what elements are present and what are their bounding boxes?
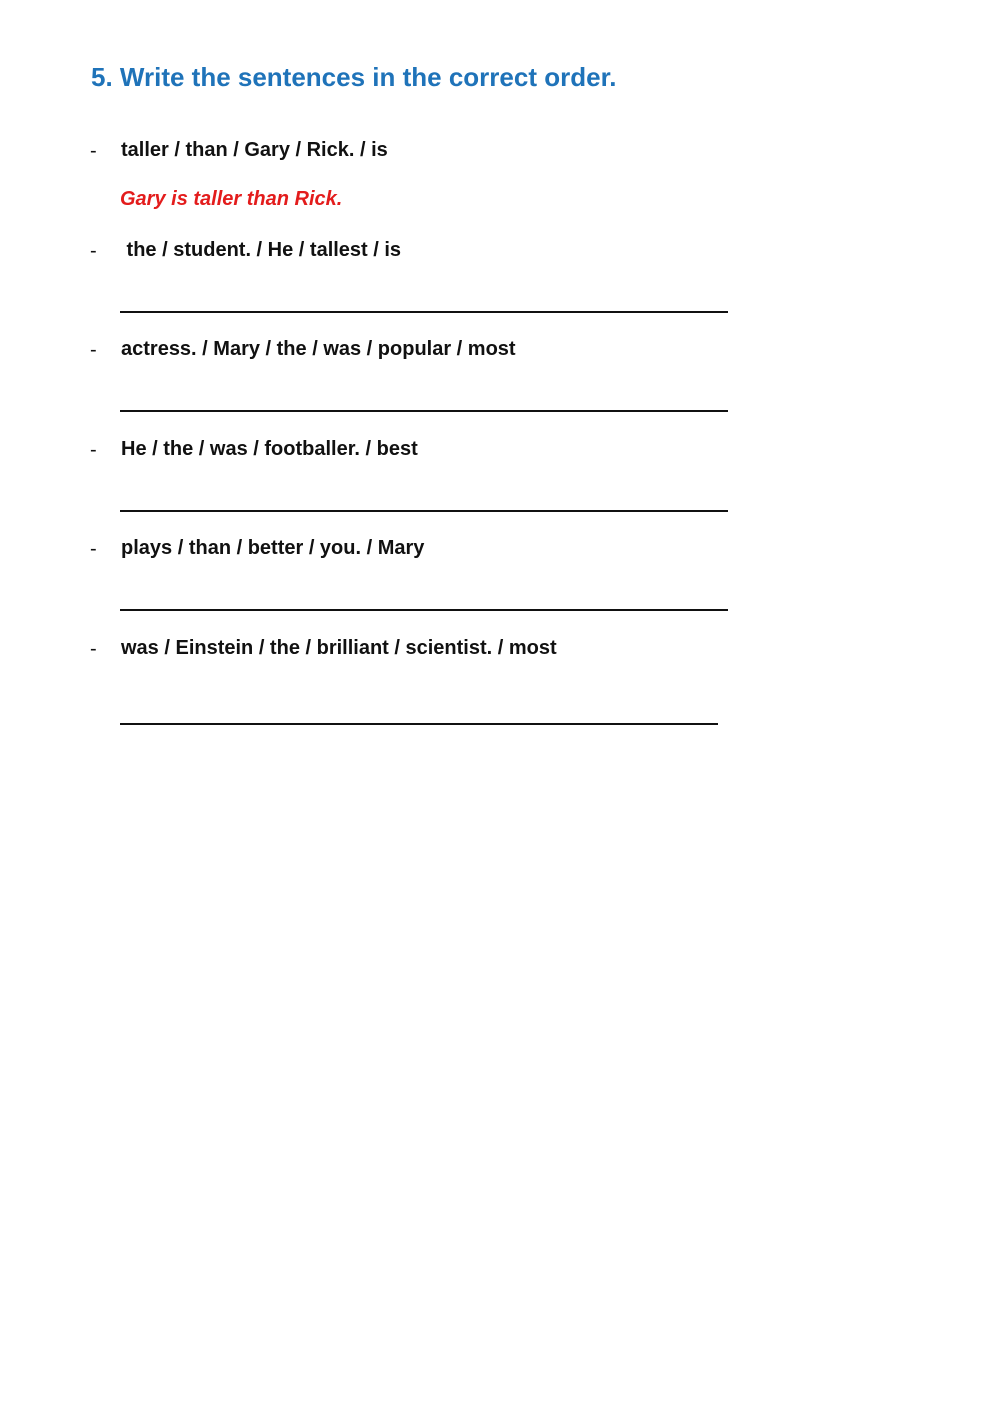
scrambled-sentence-2: the / student. / He / tallest / is — [121, 239, 402, 261]
answer-line-6[interactable] — [120, 723, 718, 725]
exercise-title: 5. Write the sentences in the correct order. — [91, 62, 617, 92]
scrambled-sentence-1: taller / than / Gary / Rick. / is — [121, 139, 388, 161]
scrambled-sentence-5: plays / than / better / you. / Mary — [121, 537, 425, 559]
answer-line-4[interactable] — [120, 510, 728, 512]
answer-line-5[interactable] — [120, 609, 728, 611]
bullet-dash: - — [90, 339, 97, 361]
bullet-dash: - — [90, 439, 97, 461]
scrambled-sentence-3: actress. / Mary / the / was / popular / most — [121, 338, 516, 360]
bullet-dash: - — [90, 240, 97, 262]
bullet-dash: - — [90, 538, 97, 560]
answer-line-2[interactable] — [120, 311, 728, 313]
scrambled-sentence-6: was / Einstein / the / brilliant / scientist. / most — [121, 637, 557, 659]
bullet-dash: - — [90, 638, 97, 660]
bullet-dash: - — [90, 140, 97, 162]
answer-line-3[interactable] — [120, 410, 728, 412]
example-answer: Gary is taller than Rick. — [120, 188, 343, 210]
scrambled-sentence-4: He / the / was / footballer. / best — [121, 438, 418, 460]
